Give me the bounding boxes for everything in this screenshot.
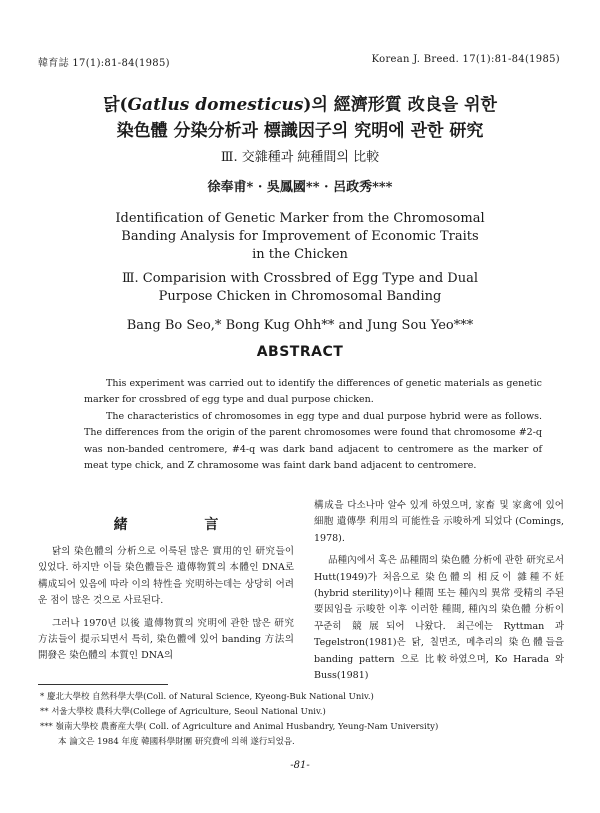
footnotes (40, 690, 580, 750)
english-title-line1: Identification of Genetic Marker from the Chromosomal (115, 211, 485, 226)
footnote-2: ** 서울大學校 農科大學(College of Agriculture, Seoul National Univ.) (40, 707, 326, 717)
english-authors: Bang Bo Seo,* Bong Kug Ohh** and Jung Sou Yeo*** (126, 318, 474, 333)
english-title (0, 210, 600, 264)
english-subtitle-line2: Purpose Chicken in Chromosomal Banding (158, 289, 442, 304)
english-subtitle (0, 270, 600, 306)
abstract-paragraph-2: The characteristics of chromosomes in egg type and dual purpose hybrid were as follows. The differences from the origin of the parent chromosomes were found that chromosome #2-q was non-banded centromere, #4-q was dark band adjacent to centromere as the marker of meat type chick, and Z chramosome was faint dark band adjacent to centromere. (84, 410, 542, 472)
left-column (38, 496, 294, 665)
korean-authors: 徐奉甫* · 吳鳳國** · 呂政秀*** (207, 180, 393, 195)
page-number: -81- (290, 760, 310, 771)
intro-paragraph-1: 닭의 染色體의 分析으로 이룩된 많은 實用的인 研究들이 있었다. 하지만 이들 染色體들은 遺傳物質의 本體인 DNA로 構成되어 있음에 따라 이의 特性을 究明하는데는 상당히 어려운 점이 많은 것으로 사료된다. (38, 546, 294, 607)
korean-title-suffix: )의 經濟形質 改良을 위한 (303, 95, 497, 115)
korean-title-line2: 染色體 分染分析과 標識因子의 究明에 관한 研究 (116, 121, 484, 141)
footnote-rule (38, 684, 168, 685)
section-heading-introduction: 緒 言 (113, 517, 255, 533)
abstract-body (84, 376, 542, 474)
running-header-right: Korean J. Breed. 17(1):81-84(1985) (371, 54, 560, 65)
english-subtitle-line1: Ⅲ. Comparision with Crossbred of Egg Type and Dual (121, 271, 478, 286)
korean-title-prefix: 닭( (103, 95, 128, 115)
english-title-line3: in the Chicken (252, 247, 348, 262)
footnote-4: 本 論文은 1984 年度 韓國科學財團 研究費에 의해 遂行되었음. (58, 737, 295, 747)
intro-paragraph-3: 品種內에서 혹은 品種間의 染色體 分析에 관한 研究로서 Hutt(1949)가 처음으로 染色體의 相反이 雜種不妊(hybrid sterility)이나 種間 또는 種內의 異常 受精의 주된 要因임을 示唆한 이후 이러한 種間, 種內의 染色體 分析이 꾸준히 競展되어 나왔다. 최근에는 Ryttman 과 Tegelstron(1981)은 닭, 칠면조, 메추리의 染色體들을 banding pattern 으로 比較하였으며, Ko Harada 와 Buss(1981) (314, 555, 564, 682)
species-name: Gatlus domesticus (127, 95, 304, 115)
footnote-3: *** 嶺南大學校 農畜産大學( Coll. of Agriculture and Animal Husbandry, Yeung-Nam University) (40, 722, 439, 732)
intro-continued-paragraph: 構成을 다소나마 알수 있게 하였으며, 家畜 및 家禽에 있어 細胞 遺傳學 利用의 可能性을 示唆하게 되었다 (Comings, 1978). (314, 500, 564, 544)
running-header-left: 韓育誌 17(1):81-84(1985) (38, 58, 170, 69)
korean-title-line1 (0, 90, 600, 115)
intro-paragraph-2: 그러나 1970년 以後 遺傳物質의 究明에 관한 많은 研究 方法들이 提示되면서 특히, 染色體에 있어 banding 方法의 開發은 染色體의 本質인 DNA의 (38, 617, 294, 662)
footnote-1: * 慶北大學校 自然科學大學(Coll. of Natural Science, Kyeong-Buk National Univ.) (40, 692, 374, 702)
right-column (314, 498, 564, 684)
english-title-line2: Banding Analysis for Improvement of Economic Traits (121, 229, 479, 244)
abstract-heading: ABSTRACT (256, 344, 344, 360)
korean-subtitle: Ⅲ. 交雜種과 純種間의 比較 (220, 150, 380, 165)
abstract-paragraph-1: This experiment was carried out to identify the differences of genetic materials as genetic marker for crossbred of egg type and dual purpose chicken. (84, 378, 542, 406)
